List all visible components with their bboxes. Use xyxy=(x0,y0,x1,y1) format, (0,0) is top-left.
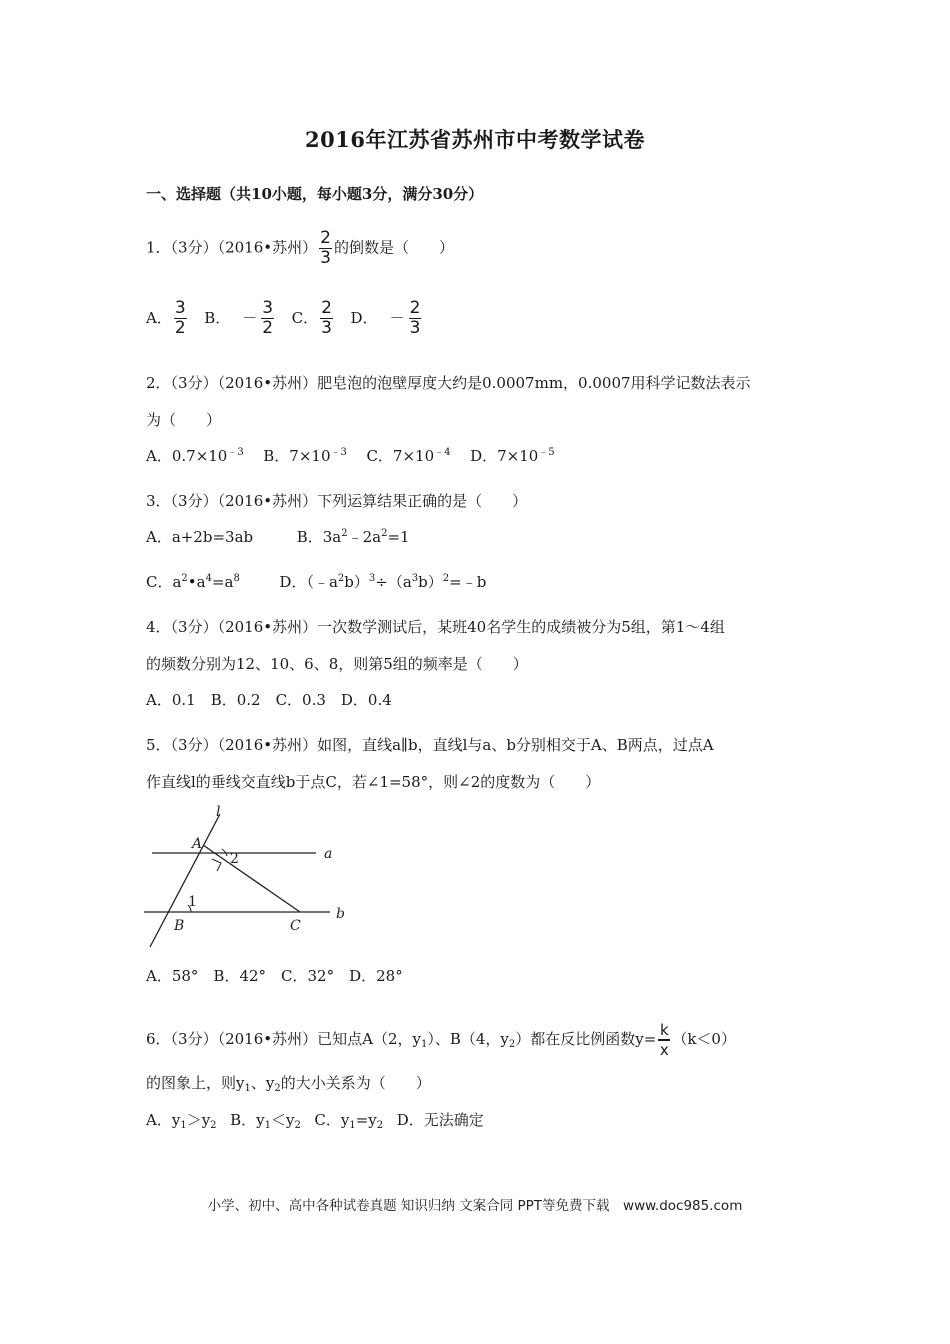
label-2: 2 xyxy=(230,851,239,867)
option-a: A．a+2b=3ab xyxy=(146,528,254,546)
option-c: C． $\frac{2}{3}$ xyxy=(291,298,332,338)
label-A: A xyxy=(192,836,203,852)
question-4-line-1: 4．（3分）（2016•苏州）一次数学测试后，某班40名学生的成绩被分为5组，第1～4组 xyxy=(146,618,725,636)
line-l xyxy=(150,814,220,947)
page-footer: 小学、初中、高中各种试卷真题 知识归纳 文案合同 PPT等免费下载 www.doc985.com xyxy=(207,1198,743,1214)
option-d: D．无法确定 xyxy=(396,1111,484,1129)
question-3: 3．（3分）（2016•苏州）下列运算结果正确的是（ ） xyxy=(146,492,528,510)
question-2-line-1: 2．（3分）（2016•苏州）肥皂泡的泡壁厚度大约是0.0007mm，0.0007用科学记数法表示 xyxy=(146,374,751,392)
section-heading: 一、选择题（共10小题，每小题3分，满分30分） xyxy=(146,185,484,203)
option-b: B．$7\times 10^{﹣3}$ xyxy=(263,447,347,465)
question-2-line-2: 为（ ） xyxy=(146,411,222,429)
option-a: A． $\frac{3}{2}$ xyxy=(146,298,186,338)
option-d: D．$7\times 10^{﹣5}$ xyxy=(470,447,555,465)
option-c: C．$y_1=y_2$ xyxy=(314,1111,384,1131)
question-6-options xyxy=(146,1110,484,1130)
option-b: B．$3a^2﹣2a^2=1$ xyxy=(296,528,410,546)
question-4-line-2: 的频数分别为12、10、6、8，则第5组的频率是（ ） xyxy=(146,655,528,673)
option-c: C．$a^2•a^4=a^8$ xyxy=(146,573,240,591)
option-c: C．$7\times 10^{﹣4}$ xyxy=(366,447,451,465)
option-b: B． － $\frac{3}{2}$ xyxy=(204,298,274,338)
question-1: 1．（3分）（2016•苏州） $\frac{2}{3}$ 的倒数是（ ） xyxy=(146,228,454,268)
option-a: A．$y_1>y_2$ xyxy=(146,1111,217,1131)
option-d: D．$(﹣a^2b)^3\div(a^3b)^2=﹣b$ xyxy=(279,573,487,591)
question-4-options: A．0.1 B．0.2 C．0.3 D．0.4 xyxy=(146,691,392,709)
label-b: b xyxy=(336,906,345,922)
right-angle-mark xyxy=(212,859,221,871)
question-3-options-row-2 xyxy=(146,572,486,592)
geometry-figure xyxy=(138,804,358,958)
line-ac xyxy=(203,845,300,912)
option-d: D． － $\frac{2}{3}$ xyxy=(350,298,421,338)
question-6-line-1: 6．（3分）（2016•苏州）已知点A（2，$y_1$）、B（4，$y_2$）都在反比例函数y= $\frac{k}{x}$ （k＜0） xyxy=(146,1021,736,1059)
label-1: 1 xyxy=(188,894,197,910)
question-1-options xyxy=(146,300,423,337)
option-b: B．$y_1<y_2$ xyxy=(230,1111,301,1131)
question-3-options-row-1 xyxy=(146,527,410,547)
question-6-line-2: 的图象上，则$y_1$、$y_2$的大小关系为（ ） xyxy=(146,1074,431,1094)
label-a: a xyxy=(324,846,333,862)
question-5-line-1: 5．（3分）（2016•苏州）如图，直线a∥b，直线l与a、b分别相交于A、B两点，过点A xyxy=(146,736,714,754)
fraction: $\frac{k}{x}$ xyxy=(659,1021,669,1059)
parallel-lines-diagram xyxy=(138,804,358,954)
question-5-line-2: 作直线l的垂线交直线b于点C，若∠1=58°，则∠2的度数为（ ） xyxy=(146,773,601,791)
page-title: 2016年江苏省苏州市中考数学试卷 xyxy=(305,127,645,152)
label-l: l xyxy=(216,804,221,820)
option-a: A．$0.7\times 10^{﹣3}$ xyxy=(146,447,244,465)
question-2-options xyxy=(146,446,555,466)
fraction: $\frac{2}{3}$ xyxy=(320,228,331,268)
question-5-options: A．58° B．42° C．32° D．28° xyxy=(146,967,403,985)
label-B: B xyxy=(174,918,185,934)
label-C: C xyxy=(290,918,301,934)
